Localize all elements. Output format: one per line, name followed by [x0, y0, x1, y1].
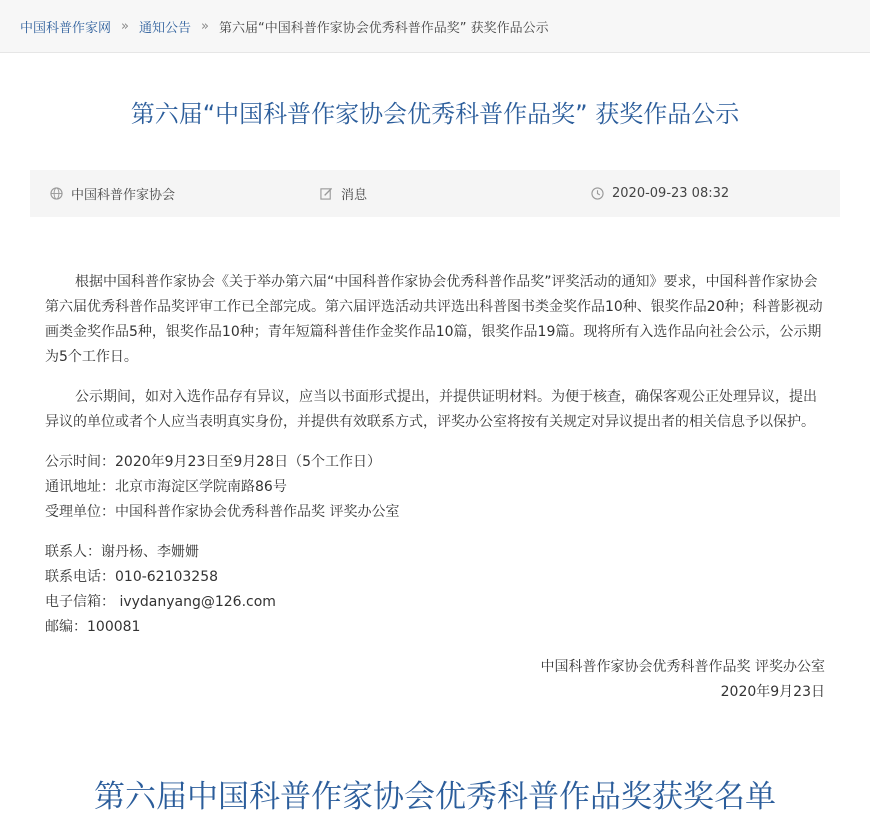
info-line: 公示时间：2020年9月23日至9月28日（5个工作日） — [45, 454, 381, 470]
info-line: 通讯地址：北京市海淀区学院南路86号 — [45, 479, 287, 495]
article-body — [45, 270, 825, 705]
signoff — [45, 655, 825, 705]
contact-line: 联系电话：010-62103258 — [45, 569, 219, 585]
body-paragraph: 公示期间，如对入选作品存有异议，应当以书面形式提出，并提供证明材料。为便于核查，确保客观公正处理异议，提出异议的单位或者个人应当表明真实身份，并提供有效联系方式，评奖办公室将按有关规定对异议提出者的相关信息予以保护。 — [45, 389, 817, 430]
edit-icon — [320, 187, 333, 200]
breadcrumb-home-link[interactable]: 中国科普作家网 — [20, 20, 112, 36]
meta-author-text: 中国科普作家协会 — [71, 188, 176, 203]
globe-icon — [50, 187, 63, 200]
meta-author — [50, 170, 175, 217]
meta-type — [320, 170, 367, 217]
meta-type-text: 消息 — [341, 188, 368, 203]
breadcrumb-current: 第六届“中国科普作家协会优秀科普作品奖” 获奖作品公示 — [218, 20, 549, 36]
contact-info — [45, 540, 825, 640]
signoff-date: 2020年9月23日 — [720, 684, 825, 700]
meta-time-text: 2020-09-23 08:32 — [612, 186, 730, 201]
contact-line: 邮编：100081 — [45, 619, 141, 635]
contact-line: 电子信箱： ivydanyang@126.com — [45, 594, 276, 610]
contact-line: 联系人：谢丹杨、李姗姗 — [45, 544, 199, 560]
breadcrumb-separator: » — [121, 18, 129, 34]
clock-icon — [591, 187, 604, 200]
signoff-org: 中国科普作家协会优秀科普作品奖 评奖办公室 — [540, 659, 825, 675]
breadcrumb — [0, 0, 870, 53]
page-title: 第六届“中国科普作家协会优秀科普作品奖” 获奖作品公示 — [130, 100, 740, 128]
article-meta-bar — [30, 170, 840, 217]
breadcrumb-section-link[interactable]: 通知公告 — [138, 20, 191, 36]
notice-info — [45, 450, 825, 525]
breadcrumb-separator: » — [201, 18, 209, 34]
info-line: 受理单位：中国科普作家协会优秀科普作品奖 评奖办公室 — [45, 504, 400, 520]
award-list-title: 第六届中国科普作家协会优秀科普作品奖获奖名单 — [94, 779, 776, 815]
meta-time — [591, 170, 729, 217]
body-paragraph: 根据中国科普作家协会《关于举办第六届“中国科普作家协会优秀科普作品奖”评奖活动的通知》要求，中国科普作家协会第六届优秀科普作品奖评审工作已全部完成。第六届评选活动共评选出科普图书类金奖作品10种、银奖作品20种；科普影视动画类金奖作品5种，银奖作品10种；青年短篇科普佳作金奖作品10篇，银奖作品19篇。现将所有入选作品向社会公示，公示期为5个工作日。 — [45, 274, 823, 365]
